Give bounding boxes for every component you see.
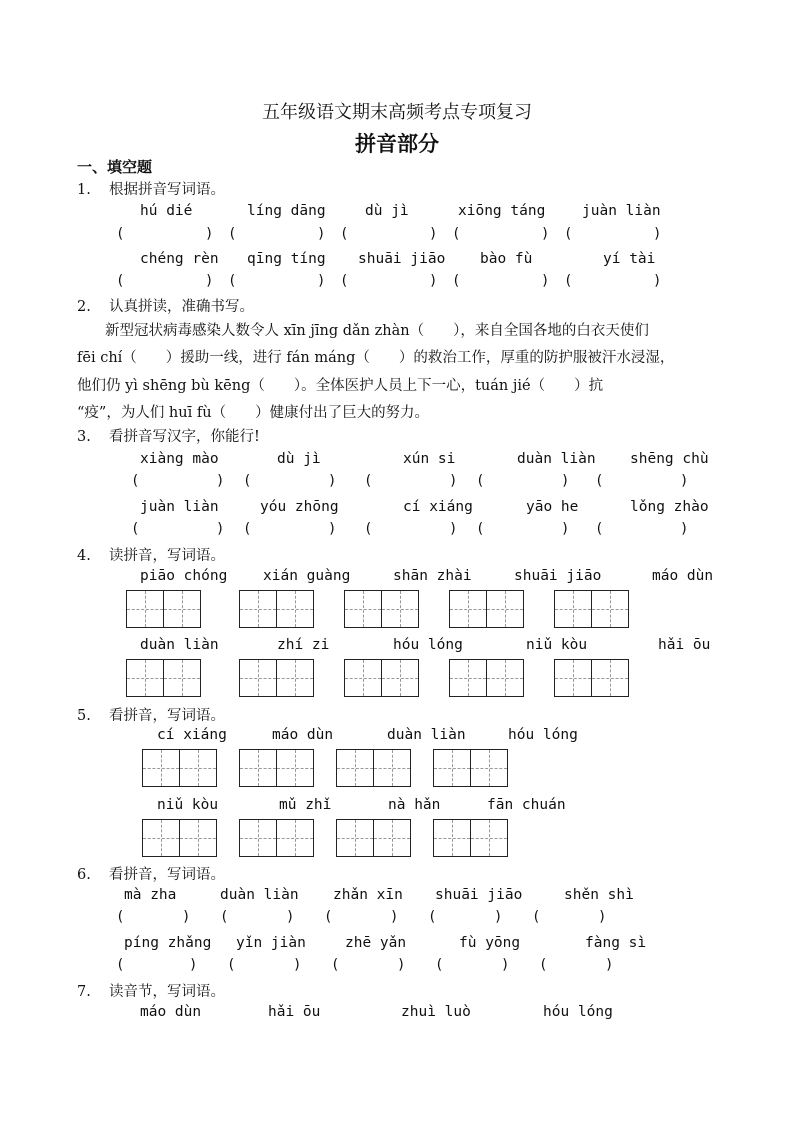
question-text: 认真拼读，准确书写。: [109, 299, 254, 315]
pinyin-word: niǔ kòu: [157, 797, 219, 813]
paren-close: ): [541, 273, 550, 289]
pinyin-word: máo dùn: [140, 1004, 202, 1020]
answer-blank[interactable]: (: [452, 226, 461, 242]
pinyin-word: lǒng zhào: [630, 499, 709, 515]
writing-grid[interactable]: [239, 819, 314, 857]
pinyin-word: shuāi jiāo: [514, 568, 602, 584]
question-number: 6.: [77, 867, 91, 883]
paren-close: ): [501, 957, 510, 973]
pinyin-word: hú dié: [140, 203, 193, 219]
pinyin-word: dù jì: [277, 451, 321, 467]
pinyin-word: duàn liàn: [517, 451, 596, 467]
answer-blank[interactable]: (: [243, 521, 252, 537]
writing-grid[interactable]: [433, 749, 508, 787]
pinyin-word: píng zhǎng: [124, 935, 212, 951]
answer-blank[interactable]: (: [131, 473, 140, 489]
paren-close: ): [216, 521, 225, 537]
pinyin-word: zhuì luò: [401, 1004, 471, 1020]
pinyin-word: yāo he: [526, 499, 579, 515]
paren-close: ): [653, 273, 662, 289]
paren-close: ): [561, 521, 570, 537]
pinyin-word: shēng chù: [630, 451, 709, 467]
writing-grid[interactable]: [142, 749, 217, 787]
writing-grid[interactable]: [449, 590, 524, 628]
answer-blank[interactable]: (: [340, 226, 349, 242]
paren-close: ): [182, 909, 191, 925]
paren-close: ): [680, 521, 689, 537]
paren-row: [0, 473, 794, 493]
answer-blank[interactable]: (: [452, 273, 461, 289]
writing-grid[interactable]: [126, 590, 201, 628]
writing-grid[interactable]: [239, 659, 314, 697]
pinyin-word: hóu lóng: [543, 1004, 613, 1020]
paren-close: ): [189, 957, 198, 973]
pinyin-word: yǐn jiàn: [236, 935, 306, 951]
writing-grid[interactable]: [554, 659, 629, 697]
passage-line: “疫”，为人们 huī fù（ ）健康付出了巨大的努力。: [77, 405, 430, 421]
writing-grid[interactable]: [433, 819, 508, 857]
answer-blank[interactable]: (: [228, 226, 237, 242]
section-heading: 一、填空题: [77, 158, 153, 176]
paren-close: ): [605, 957, 614, 973]
pinyin-word: juàn liàn: [582, 203, 661, 219]
question-5: [77, 704, 225, 725]
paren-row: [0, 521, 794, 541]
pinyin-row: [0, 637, 794, 657]
pinyin-word: zhí zi: [277, 637, 330, 653]
paren-close: ): [205, 226, 214, 242]
paren-close: ): [653, 226, 662, 242]
paren-row: [0, 957, 794, 977]
question-3: [77, 425, 260, 446]
pinyin-row: [0, 251, 794, 271]
question-number: 7.: [77, 984, 91, 1000]
paren-close: ): [449, 473, 458, 489]
writing-grid[interactable]: [126, 659, 201, 697]
pinyin-word: xiàng mào: [140, 451, 219, 467]
answer-blank[interactable]: (: [364, 521, 373, 537]
pinyin-row: [0, 1004, 794, 1024]
paren-close: ): [390, 909, 399, 925]
pinyin-word: hǎi ōu: [658, 637, 711, 653]
pinyin-row: [0, 203, 794, 223]
paren-row: [0, 909, 794, 929]
passage-line: fēi chí（ ）援助一线，进行 fán máng（ ）的救治工作，厚重的防护服被汗水浸湿，: [77, 350, 675, 366]
pinyin-word: juàn liàn: [140, 499, 219, 515]
answer-blank[interactable]: (: [532, 909, 541, 925]
pinyin-word: cí xiáng: [157, 727, 227, 743]
answer-blank[interactable]: (: [116, 273, 125, 289]
answer-blank[interactable]: (: [564, 273, 573, 289]
pinyin-word: chéng rèn: [140, 251, 219, 267]
paren-close: ): [328, 473, 337, 489]
answer-blank[interactable]: (: [131, 521, 140, 537]
answer-blank[interactable]: (: [476, 473, 485, 489]
pinyin-row: [0, 935, 794, 955]
pinyin-word: shěn shì: [564, 887, 634, 903]
pinyin-word: yóu zhōng: [260, 499, 339, 515]
paren-close: ): [429, 273, 438, 289]
passage-line: 他们仍 yì shēng bù kēng（ ）。全体医护人员上下一心，tuán jié（ ）抗: [77, 378, 604, 394]
pinyin-word: piāo chóng: [140, 568, 228, 584]
answer-blank[interactable]: (: [595, 473, 604, 489]
pinyin-word: dù jì: [365, 203, 409, 219]
pinyin-word: hǎi ōu: [268, 1004, 321, 1020]
question-number: 4.: [77, 548, 91, 564]
answer-blank[interactable]: (: [228, 273, 237, 289]
answer-blank[interactable]: (: [476, 521, 485, 537]
pinyin-word: fàng sì: [585, 935, 647, 951]
answer-blank[interactable]: (: [243, 473, 252, 489]
pinyin-word: duàn liàn: [220, 887, 299, 903]
paren-close: ): [680, 473, 689, 489]
writing-grid[interactable]: [344, 590, 419, 628]
pinyin-row: [0, 568, 794, 588]
writing-grid[interactable]: [239, 749, 314, 787]
question-text: 看拼音，写词语。: [109, 867, 225, 883]
paren-close: ): [328, 521, 337, 537]
writing-grid[interactable]: [554, 590, 629, 628]
paren-close: ): [286, 909, 295, 925]
writing-grid[interactable]: [336, 819, 411, 857]
pinyin-word: hóu lóng: [393, 637, 463, 653]
question-text: 根据拼音写词语。: [109, 182, 225, 198]
pinyin-row: [0, 797, 794, 817]
pinyin-word: xián guàng: [263, 568, 351, 584]
pinyin-word: máo dùn: [272, 727, 334, 743]
paren-close: ): [494, 909, 503, 925]
writing-grid[interactable]: [142, 819, 217, 857]
pinyin-word: mǔ zhǐ: [279, 797, 332, 813]
writing-grid[interactable]: [239, 590, 314, 628]
pinyin-word: zhǎn xīn: [333, 887, 403, 903]
answer-blank[interactable]: (: [331, 957, 340, 973]
pinyin-word: shān zhài: [393, 568, 472, 584]
paren-close: ): [317, 273, 326, 289]
question-1: [77, 178, 225, 199]
paren-close: ): [397, 957, 406, 973]
pinyin-word: zhē yǎn: [345, 935, 407, 951]
paren-close: ): [541, 226, 550, 242]
answer-blank[interactable]: (: [116, 957, 125, 973]
writing-grid[interactable]: [344, 659, 419, 697]
page-title: 五年级语文期末高频考点专项复习: [262, 102, 532, 123]
pinyin-row: [0, 499, 794, 519]
pinyin-word: cí xiáng: [403, 499, 473, 515]
answer-blank[interactable]: (: [595, 521, 604, 537]
writing-grid[interactable]: [449, 659, 524, 697]
pinyin-word: hóu lóng: [508, 727, 578, 743]
paren-close: ): [205, 273, 214, 289]
question-number: 1.: [77, 182, 91, 198]
pinyin-word: shuāi jiāo: [435, 887, 523, 903]
pinyin-word: líng dāng: [247, 203, 326, 219]
pinyin-word: fān chuán: [487, 797, 566, 813]
paren-close: ): [429, 226, 438, 242]
pinyin-word: qīng tíng: [247, 251, 326, 267]
pinyin-word: nà hǎn: [388, 797, 441, 813]
question-7: [77, 980, 225, 1001]
pinyin-word: mà zha: [124, 887, 177, 903]
answer-blank[interactable]: (: [227, 957, 236, 973]
question-6: [77, 863, 225, 884]
pinyin-word: xún si: [403, 451, 456, 467]
question-text: 读音节，写词语。: [109, 984, 225, 1000]
pinyin-row: [0, 727, 794, 747]
pinyin-word: xiōng táng: [458, 203, 546, 219]
paren-row: [0, 273, 794, 293]
pinyin-row: [0, 887, 794, 907]
paren-row: [0, 226, 794, 246]
pinyin-row: [0, 451, 794, 471]
answer-blank[interactable]: (: [364, 473, 373, 489]
question-number: 3.: [77, 429, 91, 445]
paren-close: ): [317, 226, 326, 242]
question-number: 5.: [77, 708, 91, 724]
question-number: 2.: [77, 299, 91, 315]
question-4: [77, 544, 225, 565]
answer-blank[interactable]: (: [340, 273, 349, 289]
answer-blank[interactable]: (: [324, 909, 333, 925]
paren-close: ): [449, 521, 458, 537]
paren-close: ): [598, 909, 607, 925]
pinyin-word: duàn liàn: [387, 727, 466, 743]
pinyin-word: fù yōng: [459, 935, 521, 951]
question-2: [77, 295, 254, 316]
pinyin-word: duàn liàn: [140, 637, 219, 653]
answer-blank[interactable]: (: [435, 957, 444, 973]
paren-close: ): [561, 473, 570, 489]
answer-blank[interactable]: (: [539, 957, 548, 973]
pinyin-word: bào fù: [480, 251, 533, 267]
question-text: 看拼音写汉字，你能行!: [109, 429, 260, 445]
answer-blank[interactable]: (: [116, 909, 125, 925]
passage-line: 新型冠状病毒感染人数令人 xīn jīng dǎn zhàn（ ），来自全国各地的白衣天使们: [105, 323, 649, 339]
paren-close: ): [216, 473, 225, 489]
page-subtitle: 拼音部分: [355, 131, 439, 156]
question-text: 看拼音，写词语。: [109, 708, 225, 724]
answer-blank[interactable]: (: [428, 909, 437, 925]
answer-blank[interactable]: (: [220, 909, 229, 925]
pinyin-word: yí tài: [603, 251, 656, 267]
writing-grid[interactable]: [336, 749, 411, 787]
pinyin-word: shuāi jiāo: [358, 251, 446, 267]
answer-blank[interactable]: (: [564, 226, 573, 242]
pinyin-word: máo dùn: [652, 568, 714, 584]
question-text: 读拼音，写词语。: [109, 548, 225, 564]
paren-close: ): [293, 957, 302, 973]
answer-blank[interactable]: (: [116, 226, 125, 242]
pinyin-word: niǔ kòu: [526, 637, 588, 653]
